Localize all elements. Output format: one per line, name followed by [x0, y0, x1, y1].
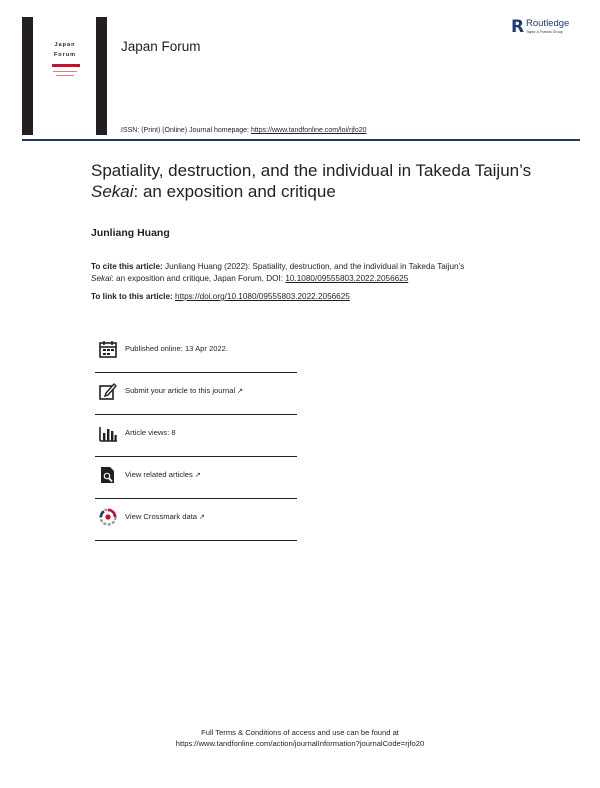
- external-link-icon: ↗: [199, 514, 205, 521]
- terms-footer: [0, 727, 600, 749]
- cover-title-line1: Japan: [54, 42, 76, 48]
- cite-text: : an exposition and critique, Japan Forum, DOI:: [111, 273, 286, 283]
- crossmark-item[interactable]: [95, 499, 297, 541]
- related-articles-text: View related articles: [125, 470, 193, 479]
- bar-chart-icon: [98, 423, 118, 443]
- journal-homepage-link[interactable]: https://www.tandfonline.com/loi/rjfo20: [250, 127, 367, 134]
- link-label: To link to this article:: [91, 292, 176, 301]
- publisher-subtitle: Taylor & Francis Group: [526, 30, 563, 34]
- cover-fine-rule: [56, 75, 74, 76]
- cite-label: To cite this article:: [91, 262, 163, 271]
- routledge-r-icon: R: [511, 17, 525, 37]
- journal-info-url[interactable]: https://www.tandfonline.com/action/journalInformation?journalCode=rjfo20: [175, 739, 425, 748]
- crossmark-text: View Crossmark data: [125, 512, 198, 521]
- cover-red-stripe: [52, 64, 80, 67]
- issn-line: [121, 127, 367, 134]
- crossmark-icon: [98, 507, 118, 527]
- article-views-item: [95, 415, 297, 457]
- journal-name: Japan Forum: [121, 39, 201, 54]
- cover-bar-right: [96, 17, 107, 135]
- title-part: Spatiality, destruction, and the individual in Takeda Taijun’s: [91, 161, 532, 180]
- published-online-label: Published online: 13 Apr 2022.: [125, 344, 229, 353]
- article-views-label: Article views: 8: [125, 428, 176, 437]
- article-doi-url[interactable]: https://doi.org/10.1080/09555803.2022.2056625: [175, 292, 350, 301]
- issn-prefix: ISSN: (Print) (Online) Journal homepage:: [121, 127, 251, 134]
- submit-article-text: Submit your article to this journal: [125, 386, 236, 395]
- cite-text: Junliang Huang (2022): Spatiality, destruction, and the individual in Takeda Taijun’s: [162, 262, 465, 271]
- author-name[interactable]: Junliang Huang: [91, 227, 170, 239]
- crossmark-label: [125, 512, 205, 521]
- title-part: : an exposition and critique: [133, 182, 336, 201]
- article-title: [91, 160, 561, 202]
- doi-link[interactable]: 10.1080/09555803.2022.2056625: [285, 273, 409, 283]
- submit-article-item[interactable]: [95, 373, 297, 415]
- calendar-icon: [98, 339, 118, 359]
- article-actions: [95, 331, 297, 541]
- edit-icon: [98, 381, 118, 401]
- cover-bar-left: [22, 17, 33, 135]
- terms-line: Full Terms & Conditions of access and use can be found at: [201, 728, 399, 737]
- external-link-icon: ↗: [194, 472, 201, 479]
- submit-article-label: [125, 386, 243, 395]
- cover-title-line2: Forum: [53, 52, 77, 58]
- header-divider: [22, 139, 580, 141]
- related-articles-label: [125, 470, 201, 479]
- external-link-icon: ↗: [237, 388, 244, 395]
- title-italic: Sekai: [91, 182, 134, 201]
- article-link-line: [91, 292, 350, 301]
- journal-cover-thumbnail: [34, 28, 96, 118]
- search-document-icon: [98, 465, 118, 485]
- publisher-name: Routledge: [526, 18, 570, 29]
- citation-block: [91, 261, 486, 284]
- cite-italic: Sekai: [91, 273, 112, 283]
- routledge-logo[interactable]: [511, 16, 583, 40]
- cover-fine-rule: [53, 71, 77, 72]
- related-articles-item[interactable]: [95, 457, 297, 499]
- published-online-item: [95, 331, 297, 373]
